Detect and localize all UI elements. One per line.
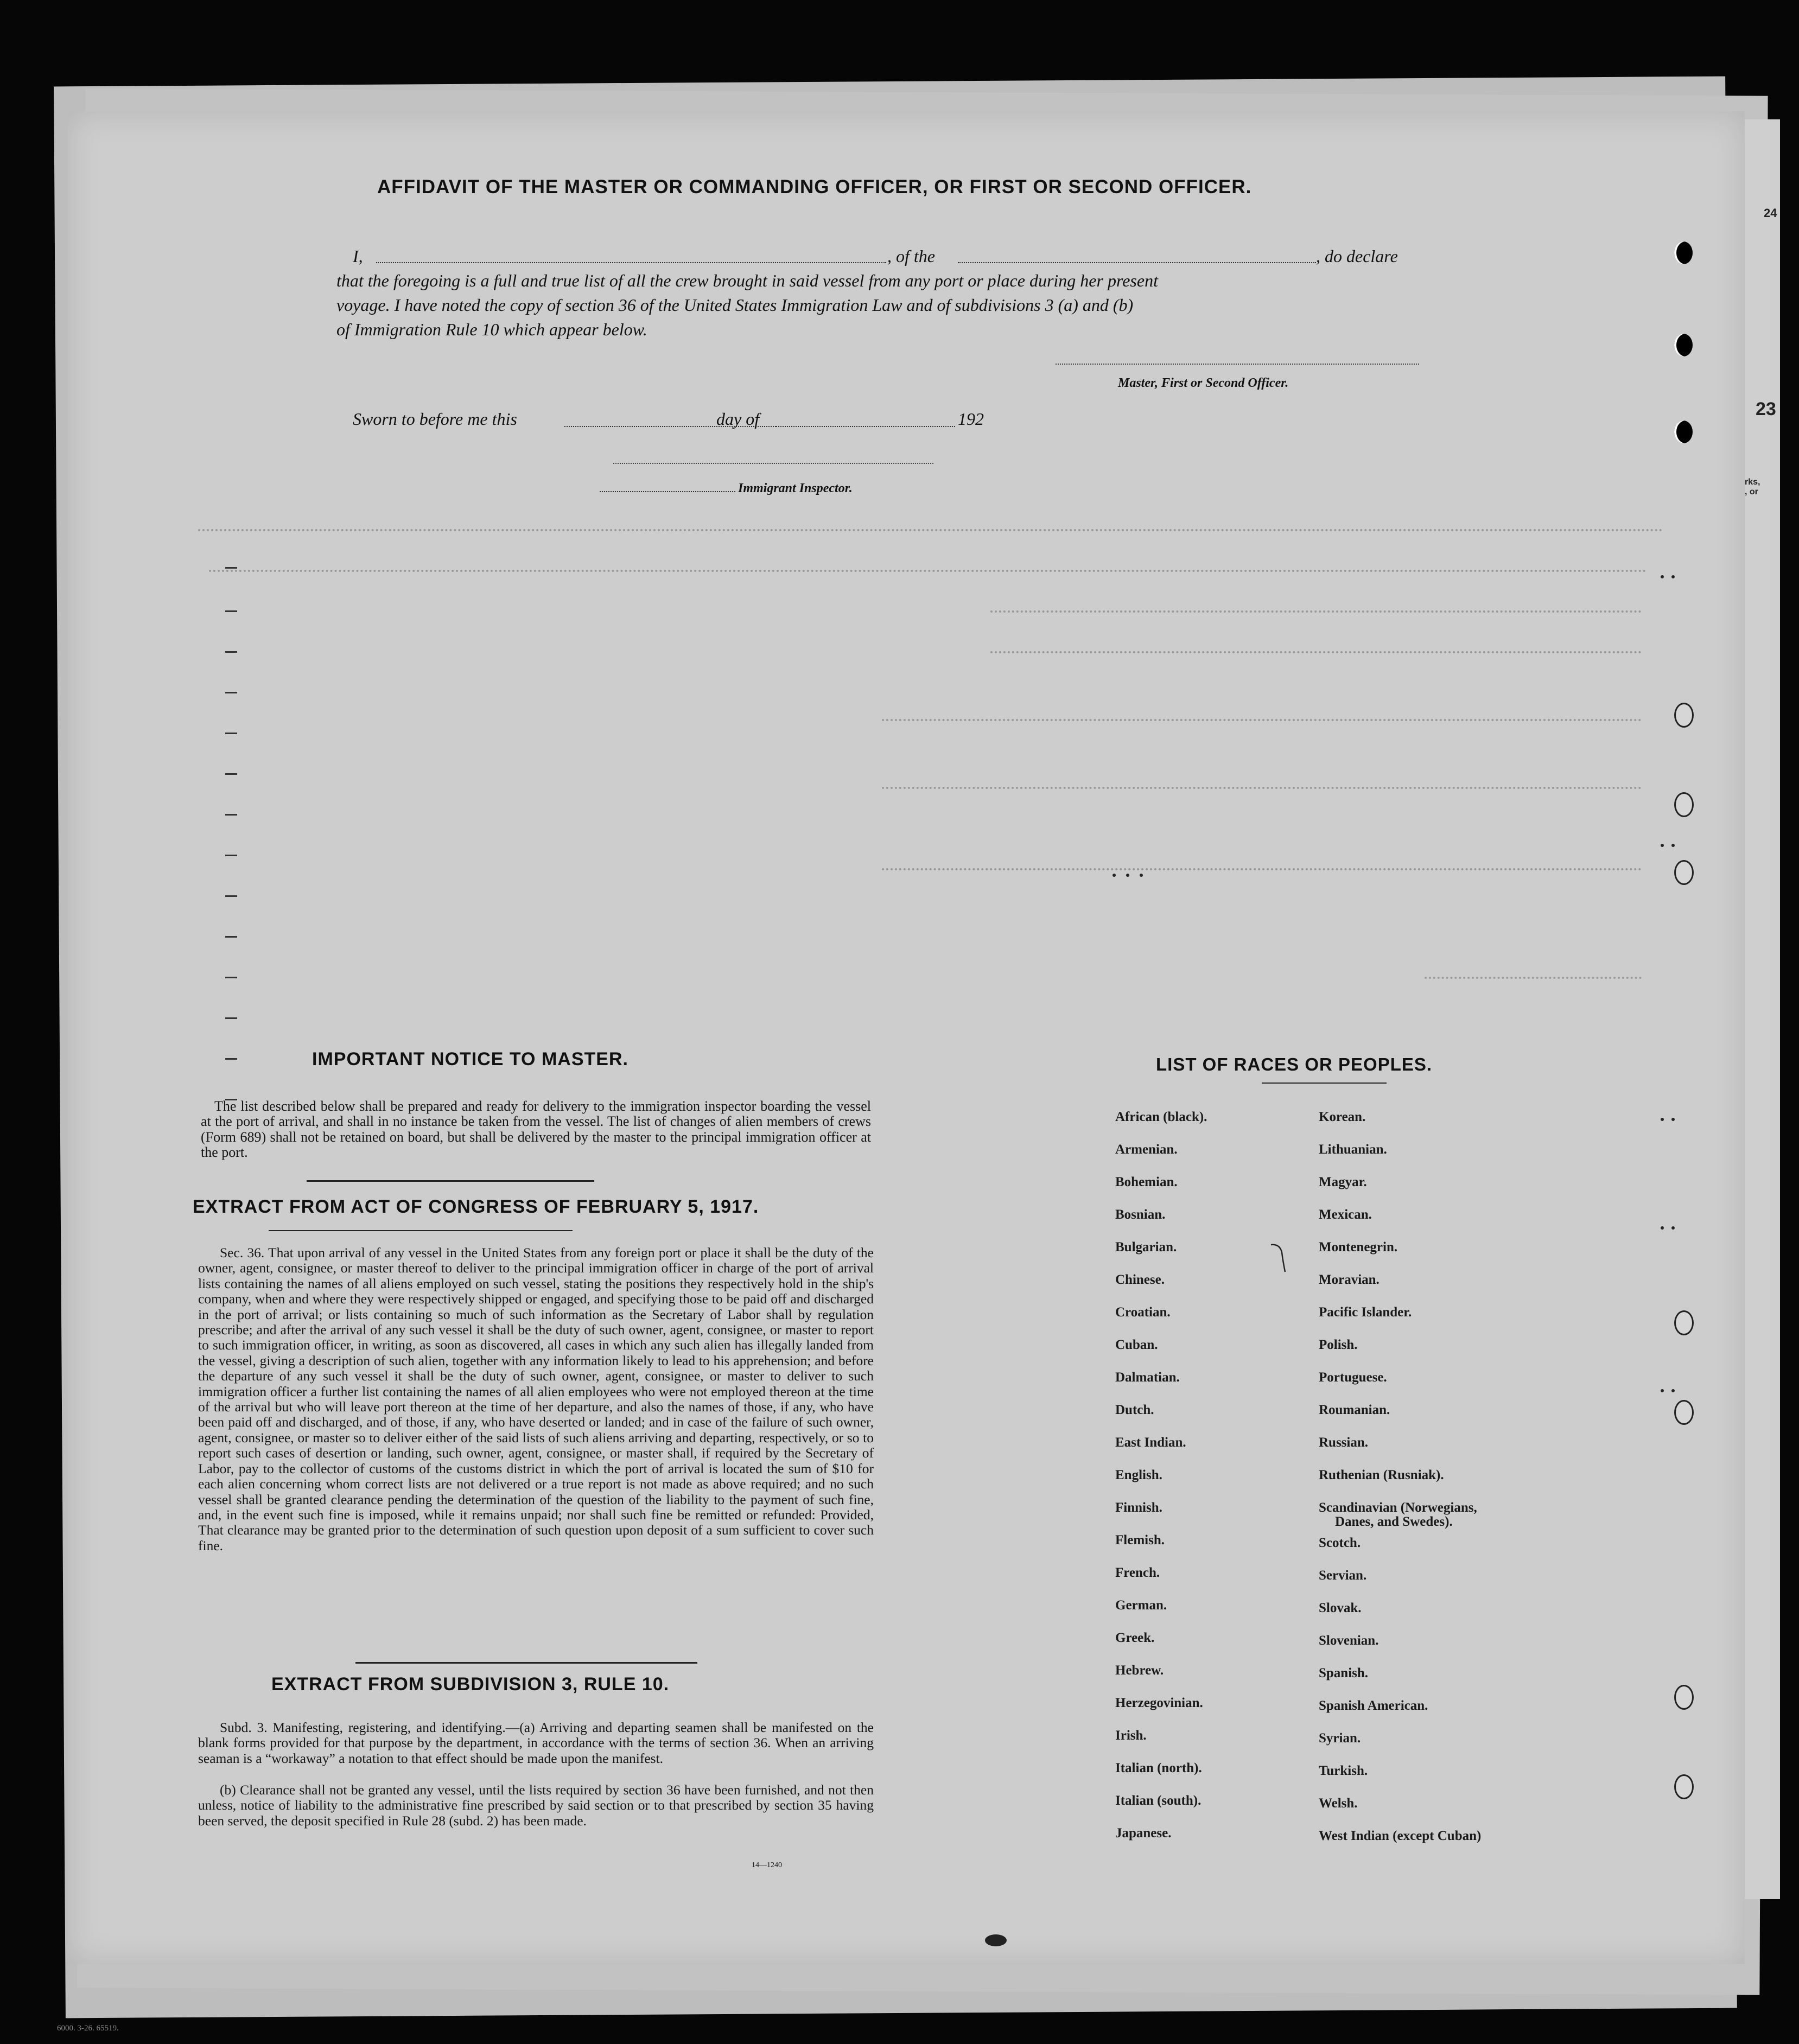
- race-item: Syrian.: [1319, 1731, 1361, 1746]
- punch-hole: [1674, 703, 1694, 728]
- affidavit-line-3: voyage. I have noted the copy of section 36 of the United States Immigration Law and of subdivisions 3 (a) and (b): [336, 295, 1134, 315]
- affidavit-line-4: of Immigration Rule 10 which appear below.: [336, 320, 647, 339]
- margin-dash: [225, 855, 237, 856]
- sworn-prefix: Sworn to before me this: [353, 409, 517, 429]
- section-divider: [355, 1662, 697, 1664]
- margin-dot: [1661, 844, 1664, 847]
- race-item: Welsh.: [1319, 1796, 1358, 1811]
- margin-dash: [225, 895, 237, 897]
- margin-dot: [1661, 1226, 1664, 1230]
- race-item: Danes, and Swedes).: [1335, 1514, 1453, 1529]
- bleed-through-row: [990, 610, 1642, 613]
- rule-extract-title: EXTRACT FROM SUBDIVISION 3, RULE 10.: [271, 1674, 670, 1695]
- margin-dot: [1671, 1226, 1675, 1230]
- race-item: Armenian.: [1115, 1142, 1178, 1157]
- race-item: Roumanian.: [1319, 1403, 1390, 1417]
- race-item: German.: [1115, 1598, 1167, 1613]
- margin-dash: [225, 773, 237, 775]
- race-item: Japanese.: [1115, 1826, 1172, 1841]
- edge-page-number: 24: [1764, 206, 1777, 220]
- race-item: Scotch.: [1319, 1536, 1361, 1550]
- section-divider: [307, 1180, 594, 1182]
- race-item: Montenegrin.: [1319, 1240, 1398, 1255]
- race-item: Chinese.: [1115, 1272, 1165, 1287]
- margin-dot: [1140, 874, 1143, 877]
- act-extract-title: EXTRACT FROM ACT OF CONGRESS OF FEBRUARY 5, 1917.: [193, 1196, 759, 1217]
- races-title-underline: [1262, 1083, 1387, 1084]
- race-item: Slovenian.: [1319, 1633, 1379, 1648]
- edge-text: rks, , or: [1745, 477, 1760, 496]
- punch-hole: [1674, 421, 1693, 443]
- bleed-through-row: [209, 570, 1647, 572]
- race-item: Magyar.: [1319, 1175, 1367, 1189]
- inspector-label: Immigrant Inspector.: [738, 481, 853, 495]
- ink-blot: [985, 1934, 1007, 1946]
- margin-dash: [225, 692, 237, 693]
- margin-dash: [225, 567, 237, 569]
- bleed-through-row: [990, 651, 1642, 653]
- race-item: Dutch.: [1115, 1403, 1154, 1417]
- margin-dash: [225, 610, 237, 612]
- bleed-through-row: [882, 719, 1642, 721]
- race-item: Croatian.: [1115, 1305, 1171, 1320]
- margin-dash: [225, 814, 237, 816]
- margin-dot: [1671, 1118, 1675, 1121]
- race-item: Finnish.: [1115, 1500, 1162, 1515]
- margin-dash: [225, 977, 237, 978]
- race-item: Italian (south).: [1115, 1793, 1202, 1808]
- notice-body: The list described below shall be prepared and ready for delivery to the immigration inspector boarding the vessel at the port of arrival, and shall in no instance be taken from the vessel. The list of changes of alien members of crews (Form 689) shall not be retained on board, but shall be delivered by the master to the principal immigration officer at the port.: [201, 1098, 871, 1161]
- punch-hole: [1674, 1310, 1694, 1335]
- margin-dot: [1671, 575, 1675, 578]
- race-item: Scandinavian (Norwegians,: [1319, 1500, 1477, 1515]
- affidavit-of-the: , of the: [887, 246, 935, 266]
- race-item: Italian (north).: [1115, 1761, 1202, 1775]
- race-item: Russian.: [1319, 1435, 1369, 1450]
- signature-blank: [1056, 364, 1419, 365]
- margin-dot: [1661, 575, 1664, 578]
- punch-hole: [1674, 1400, 1694, 1425]
- master-name-blank: [376, 262, 886, 263]
- punch-hole: [1674, 241, 1693, 264]
- race-item: Dalmatian.: [1115, 1370, 1180, 1385]
- race-item: Korean.: [1319, 1110, 1366, 1124]
- punch-hole: [1674, 792, 1694, 817]
- race-item: Mexican.: [1319, 1207, 1372, 1222]
- manifest-page: [68, 111, 1745, 1964]
- punch-hole: [1674, 860, 1694, 885]
- race-item: West Indian (except Cuban): [1319, 1829, 1482, 1843]
- races-title: LIST OF RACES OR PEOPLES.: [1156, 1054, 1433, 1074]
- sworn-day-of: day of: [716, 409, 760, 429]
- affidavit-i: I,: [353, 246, 363, 266]
- affidavit-line-2: that the foregoing is a full and true list of all the crew brought in said vessel from any port or place during her present: [336, 271, 1158, 290]
- race-item: Moravian.: [1319, 1272, 1380, 1287]
- affidavit-declare: , do declare: [1316, 246, 1398, 266]
- race-item: Bulgarian.: [1115, 1240, 1177, 1255]
- race-item: English.: [1115, 1468, 1162, 1482]
- race-item: Greek.: [1115, 1631, 1155, 1645]
- edge-print-code: 6000. 3-26. 65519.: [57, 2024, 119, 2033]
- race-item: Turkish.: [1319, 1763, 1368, 1778]
- sworn-month-blank: [776, 426, 955, 427]
- margin-dot: [1671, 1389, 1675, 1392]
- race-item: African (black).: [1115, 1110, 1207, 1124]
- margin-dot: [1126, 874, 1129, 877]
- inspector-leader-dots: [600, 491, 735, 492]
- edge-number: 23: [1756, 399, 1776, 419]
- race-item: Portuguese.: [1319, 1370, 1387, 1385]
- notice-title: IMPORTANT NOTICE TO MASTER.: [312, 1049, 628, 1069]
- section-divider: [269, 1230, 573, 1231]
- race-item: Bohemian.: [1115, 1175, 1178, 1189]
- form-number: 14—1240: [752, 1861, 782, 1869]
- race-item: Ruthenian (Rusniak).: [1319, 1468, 1444, 1482]
- punch-hole: [1674, 1774, 1694, 1799]
- race-item: Irish.: [1115, 1728, 1147, 1743]
- act-extract-body: Sec. 36. That upon arrival of any vessel in the United States from any foreign port or place it shall be the duty of the owner, agent, consignee, or master thereof to deliver to the principal immigration officer in charge of the port of arrival lists containing the names of all aliens employed on such vessel, stating the positions they respectively hold in the ship's company, when and where they were respectively shipped or engaged, and specifying those to be paid off and discharged in the port of arrival; or lists containing so much of such information as the Secretary of Labor shall by regulation prescribe; and after the arrival of any such vessel it shall be the duty of such owner, agent, consignee, or master to report to such immigration officer, in writing, as soon as discovered, all cases in which any such alien has illegally landed from the vessel, giving a description of such alien, together with any information likely to lead to his apprehension; and before the departure of any such vessel it shall be the duty of such owner, agent, consignee, or master to deliver to such immigration officer a further list containing the names of all alien employees who were not employed thereon at the time of the arrival but who will leave port thereon at the time of her departure, and also the names of those, if any, who have been paid off and discharged, and of those, if any, who have deserted or landed; and in case of the failure of such owner, agent, consignee, or master so to deliver either of the said lists of such aliens arriving and departing, respectively, or so to report such cases of desertion or landing, such owner, agent, consignee, or master shall, if required by the Secretary of Labor, pay to the collector of customs of the customs district in which the port of arrival is located the sum of $10 for each alien concerning whom correct lists are not delivered or a true report is not made as above required; and no such vessel shall be granted clearance pending the determination of the question of the liability to the payment of such fine, and, in the event such fine is imposed, while it remains unpaid; nor shall such fine be remitted or refunded: Provided, That clearance may be granted prior to the determination of such question upon deposit of a sum sufficient to cover such fine.: [198, 1245, 874, 1553]
- bleed-through-row: [882, 868, 1642, 870]
- punch-hole: [1674, 1685, 1694, 1710]
- margin-dot: [1661, 1118, 1664, 1121]
- margin-dash: [225, 1017, 237, 1019]
- master-signature-label: Master, First or Second Officer.: [1118, 376, 1289, 390]
- vessel-name-blank: [958, 262, 1316, 263]
- race-item: Flemish.: [1115, 1533, 1165, 1548]
- bleed-through-row: [882, 787, 1642, 789]
- race-item: Hebrew.: [1115, 1663, 1164, 1678]
- rule-extract-body-a: Subd. 3. Manifesting, registering, and identifying.—(a) Arriving and departing seamen shall be manifested on the blank forms provided for that purpose by the department, in accordance with the terms of section 36. When an arriving seaman is a “workaway” a notation to that effect should be made upon the manifest.: [198, 1720, 874, 1766]
- pencil-tick-mark: [1270, 1243, 1292, 1275]
- race-item: Polish.: [1319, 1338, 1358, 1352]
- race-item: Lithuanian.: [1319, 1142, 1387, 1157]
- margin-dash: [225, 733, 237, 734]
- race-item: Spanish American.: [1319, 1698, 1428, 1713]
- rule-extract-body-b: (b) Clearance shall not be granted any vessel, until the lists required by section 36 have been furnished, and not then unless, notice of liability to the administrative fine prescribed by said section or to that prescribed by section 35 having been served, the deposit specified in Rule 28 (subd. 2) has been made.: [198, 1782, 874, 1829]
- sworn-year: 192: [958, 409, 984, 429]
- bleed-through-row: [198, 529, 1663, 531]
- race-item: Spanish.: [1319, 1666, 1369, 1680]
- race-item: Cuban.: [1115, 1338, 1158, 1352]
- race-item: French.: [1115, 1565, 1160, 1580]
- margin-dash: [225, 1058, 237, 1060]
- margin-dot: [1661, 1389, 1664, 1392]
- bleed-through-row: [1425, 977, 1642, 979]
- punch-hole: [1674, 334, 1693, 356]
- inspector-signature-blank: [613, 463, 933, 464]
- margin-dot: [1113, 874, 1116, 877]
- margin-dash: [225, 936, 237, 938]
- affidavit-title: AFFIDAVIT OF THE MASTER OR COMMANDING OFFICER, OR FIRST OR SECOND OFFICER.: [377, 176, 1252, 198]
- margin-dot: [1671, 844, 1675, 847]
- race-item: Bosnian.: [1115, 1207, 1166, 1222]
- race-item: Herzegovinian.: [1115, 1696, 1203, 1710]
- race-item: Pacific Islander.: [1319, 1305, 1412, 1320]
- margin-dash: [225, 651, 237, 653]
- race-item: Servian.: [1319, 1568, 1367, 1583]
- race-item: East Indian.: [1115, 1435, 1186, 1450]
- race-item: Slovak.: [1319, 1601, 1362, 1615]
